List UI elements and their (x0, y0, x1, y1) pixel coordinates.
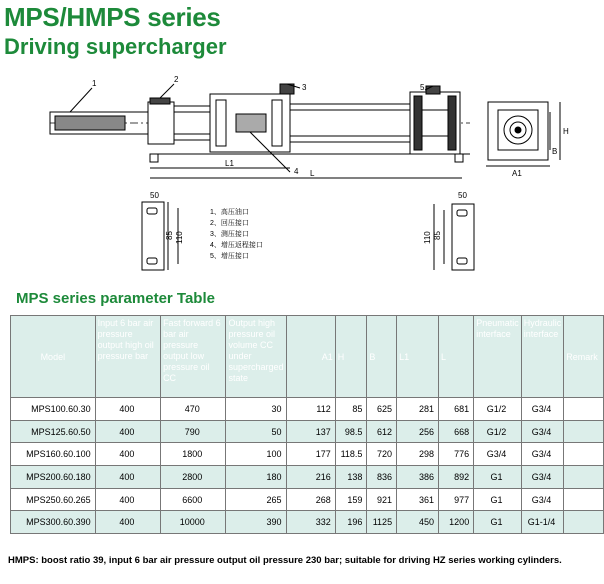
table-cell: MPS125.60.50 (11, 420, 96, 443)
table-cell: G1-1/4 (521, 511, 564, 534)
table-cell: 1125 (367, 511, 397, 534)
table-cell: 281 (397, 398, 439, 421)
table-cell: 977 (439, 488, 474, 511)
callout-1: 1 (92, 79, 97, 88)
col-fast-forward: Fast forward 6 bar air pressure output low pressure oil CC (161, 316, 226, 398)
table-cell: 450 (397, 511, 439, 534)
table-cell: 216 (286, 466, 335, 489)
table-cell: 386 (397, 466, 439, 489)
page-subtitle: Driving supercharger (4, 34, 227, 59)
table-cell: MPS300.60.390 (11, 511, 96, 534)
table-cell: 85 (335, 398, 367, 421)
table-cell: 1200 (439, 511, 474, 534)
table-cell: 177 (286, 443, 335, 466)
table-cell (564, 511, 604, 534)
dim-50-left: 50 (150, 191, 159, 200)
table-cell: 776 (439, 443, 474, 466)
col-remark: Remark (564, 316, 604, 398)
table-row (11, 488, 604, 511)
table-cell: 681 (439, 398, 474, 421)
cylinder-side-view (50, 84, 470, 178)
table-cell: 400 (95, 488, 160, 511)
table-cell: 400 (95, 420, 160, 443)
table-cell: G3/4 (521, 466, 564, 489)
table-cell: 138 (335, 466, 367, 489)
table-cell: 268 (286, 488, 335, 511)
col-model: Model (11, 316, 96, 398)
col-high-oil-pressure: Input 6 bar air pressure output high oil pressure bar (95, 316, 160, 398)
table-cell: 361 (397, 488, 439, 511)
table-cell: 720 (367, 443, 397, 466)
dim-85-left: 85 (165, 231, 174, 240)
cylinder-end-view (486, 102, 560, 166)
table-cell: MPS100.60.30 (11, 398, 96, 421)
table-cell: G3/4 (521, 420, 564, 443)
table-body (11, 398, 604, 534)
dim-h-label: H (563, 127, 569, 136)
col-a1: A1 (286, 316, 335, 398)
col-l: L (439, 316, 474, 398)
table-cell: 30 (226, 398, 286, 421)
table-cell: 790 (161, 420, 226, 443)
legend-line-5: 5、增压接口 (210, 253, 249, 260)
table-cell: MPS160.60.100 (11, 443, 96, 466)
dim-a1-label: A1 (512, 169, 522, 178)
table-title: MPS series parameter Table (16, 290, 215, 307)
callout-2: 2 (174, 75, 179, 84)
legend-line-1: 1、高压油口 (210, 209, 249, 216)
table-cell: G3/4 (474, 443, 522, 466)
table-row (11, 398, 604, 421)
table-cell: G3/4 (521, 398, 564, 421)
technical-drawing (0, 74, 604, 286)
table-cell: 332 (286, 511, 335, 534)
table-cell (564, 398, 604, 421)
table-cell: MPS200.60.180 (11, 466, 96, 489)
legend-line-4: 4、增压返程接口 (210, 242, 263, 249)
table-cell: G3/4 (521, 443, 564, 466)
dim-b-label: B (552, 147, 558, 156)
dim-85-right: 85 (433, 231, 442, 240)
table-cell: G1 (474, 511, 522, 534)
col-h: H (335, 316, 367, 398)
table-cell: 892 (439, 466, 474, 489)
table-cell (564, 420, 604, 443)
table-cell: 159 (335, 488, 367, 511)
table-cell: 625 (367, 398, 397, 421)
table-cell: 118.5 (335, 443, 367, 466)
table-cell: 470 (161, 398, 226, 421)
page-title: MPS/HMPS series (4, 2, 221, 32)
table-row (11, 420, 604, 443)
col-hydraulic: Hydraulic interface (521, 316, 564, 398)
table-cell (564, 466, 604, 489)
parameter-table (10, 315, 604, 534)
table-cell: 2800 (161, 466, 226, 489)
dim-110-right: 110 (423, 231, 432, 244)
table-cell: G1/2 (474, 420, 522, 443)
callout-4: 4 (294, 167, 299, 176)
legend-line-2: 2、回压接口 (210, 220, 249, 227)
table-row (11, 443, 604, 466)
dim-l-label: L (310, 169, 315, 178)
dim-l1-label: L1 (225, 159, 234, 168)
table-cell: 668 (439, 420, 474, 443)
table-cell: 921 (367, 488, 397, 511)
table-cell: 400 (95, 466, 160, 489)
dim-50-right: 50 (458, 191, 467, 200)
table-cell: 612 (367, 420, 397, 443)
table-cell: 6600 (161, 488, 226, 511)
table-cell: G1/2 (474, 398, 522, 421)
table-cell (564, 443, 604, 466)
table-cell: 265 (226, 488, 286, 511)
legend-line-3: 3、测压接口 (210, 231, 249, 238)
table-cell: G3/4 (521, 488, 564, 511)
table-cell: 400 (95, 443, 160, 466)
table-cell: 400 (95, 398, 160, 421)
table-cell: 100 (226, 443, 286, 466)
table-cell: MPS250.60.265 (11, 488, 96, 511)
table-cell: 50 (226, 420, 286, 443)
table-cell: G1 (474, 466, 522, 489)
col-pneumatic: Pneumatic interface (474, 316, 522, 398)
table-cell: 298 (397, 443, 439, 466)
table-cell: G1 (474, 488, 522, 511)
table-cell: 98.5 (335, 420, 367, 443)
table-cell: 390 (226, 511, 286, 534)
table-row (11, 466, 604, 489)
table-cell: 196 (335, 511, 367, 534)
table-cell: 400 (95, 511, 160, 534)
table-row (11, 511, 604, 534)
callout-5: 5 (420, 83, 425, 92)
table-cell: 112 (286, 398, 335, 421)
table-cell: 180 (226, 466, 286, 489)
table-cell (564, 488, 604, 511)
col-b: B (367, 316, 397, 398)
table-cell: 10000 (161, 511, 226, 534)
table-cell: 1800 (161, 443, 226, 466)
callout-3: 3 (302, 83, 307, 92)
col-l1: L1 (397, 316, 439, 398)
col-output-volume: Output high pressure oil volume CC under supercharged state (226, 316, 286, 398)
table-cell: 137 (286, 420, 335, 443)
footer-note: HMPS: boost ratio 39, input 6 bar air pressure output oil pressure 230 bar; suitable for driving HZ series working cylinders. (8, 555, 562, 566)
table-cell: 836 (367, 466, 397, 489)
dim-110-left: 110 (175, 231, 184, 244)
table-cell: 256 (397, 420, 439, 443)
